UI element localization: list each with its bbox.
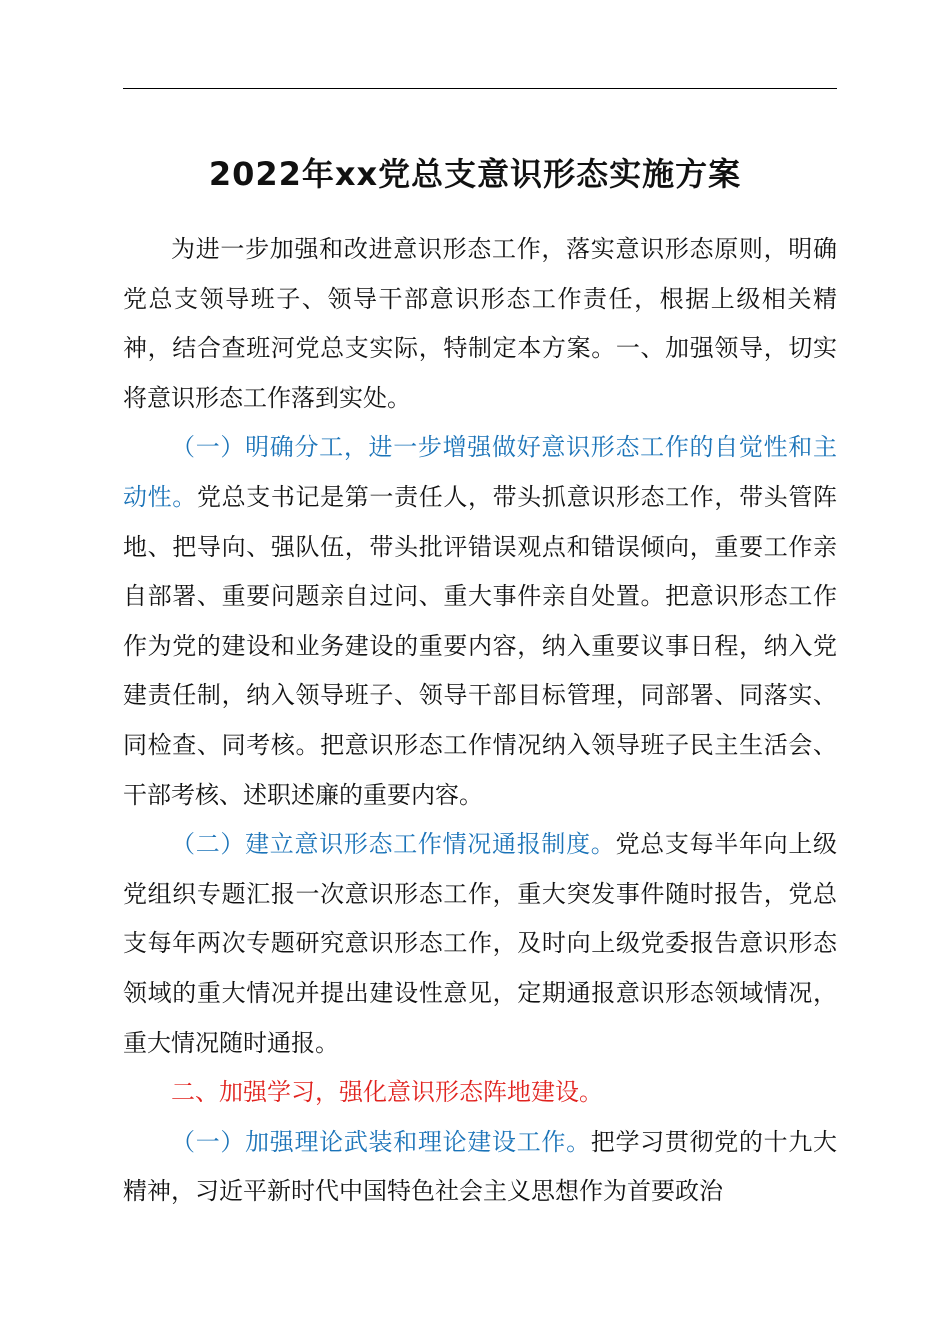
section-heading-study: 二、加强学习，强化意识形态阵地建设。 — [171, 1078, 603, 1107]
paragraph-reporting-system-text: 党总支每半年向上级党组织专题汇报一次意识形态工作，重大突发事件随时报告，党总支每年两次专题研究意识形态工作，及时向上级党委报告意识形态领域的重大情况并提出建设性意见，定期通报意识形态领域情况，重大情况随时通报。 — [123, 830, 838, 1057]
document-body — [123, 225, 837, 1217]
subheading-division-of-work: （一）明确分工，进一步增强做好意识形态工作的自觉性和主动性。 — [123, 433, 837, 511]
paragraph-division-of-work-text: 党总支书记是第一责任人，带头抓意识形态工作，带头管阵地、把导向、强队伍，带头批评错误观点和错误倾向，重要工作亲自部署、重要问题亲自过问、重大事件亲自处置。把意识形态工作作为党的建设和业务建设的重要内容，纳入重要议事日程，纳入党建责任制，纳入领导班子、领导干部目标管理，同部署、同落实、同检查、同考核。把意识形态工作情况纳入领导班子民主生活会、干部考核、述职述廉的重要内容。 — [123, 482, 838, 809]
intro-text: 为进一步加强和改进意识形态工作，落实意识形态原则，明确党总支领导班子、领导干部意识形态工作责任，根据上级相关精神，结合查班河党总支实际，特制定本方案。一、加强领导，切实将意识形态工作落到实处。 — [123, 235, 837, 412]
paragraph-theory-text: 把学习贯彻党的十九大精神，习近平新时代中国特色社会主义思想作为首要政治 — [123, 1127, 838, 1206]
intro-paragraph — [123, 225, 837, 423]
document-title: 2022年xx党总支意识形态实施方案 — [208, 155, 742, 193]
paragraph-theory — [123, 1118, 837, 1217]
header-rule — [123, 88, 837, 89]
paragraph-division-of-work — [123, 423, 837, 820]
paragraph-reporting-system — [123, 820, 837, 1068]
subheading-reporting-system: （二）建立意识形态工作情况通报制度。 — [171, 830, 616, 859]
subheading-theory: （一）加强理论武装和理论建设工作。 — [171, 1127, 591, 1156]
